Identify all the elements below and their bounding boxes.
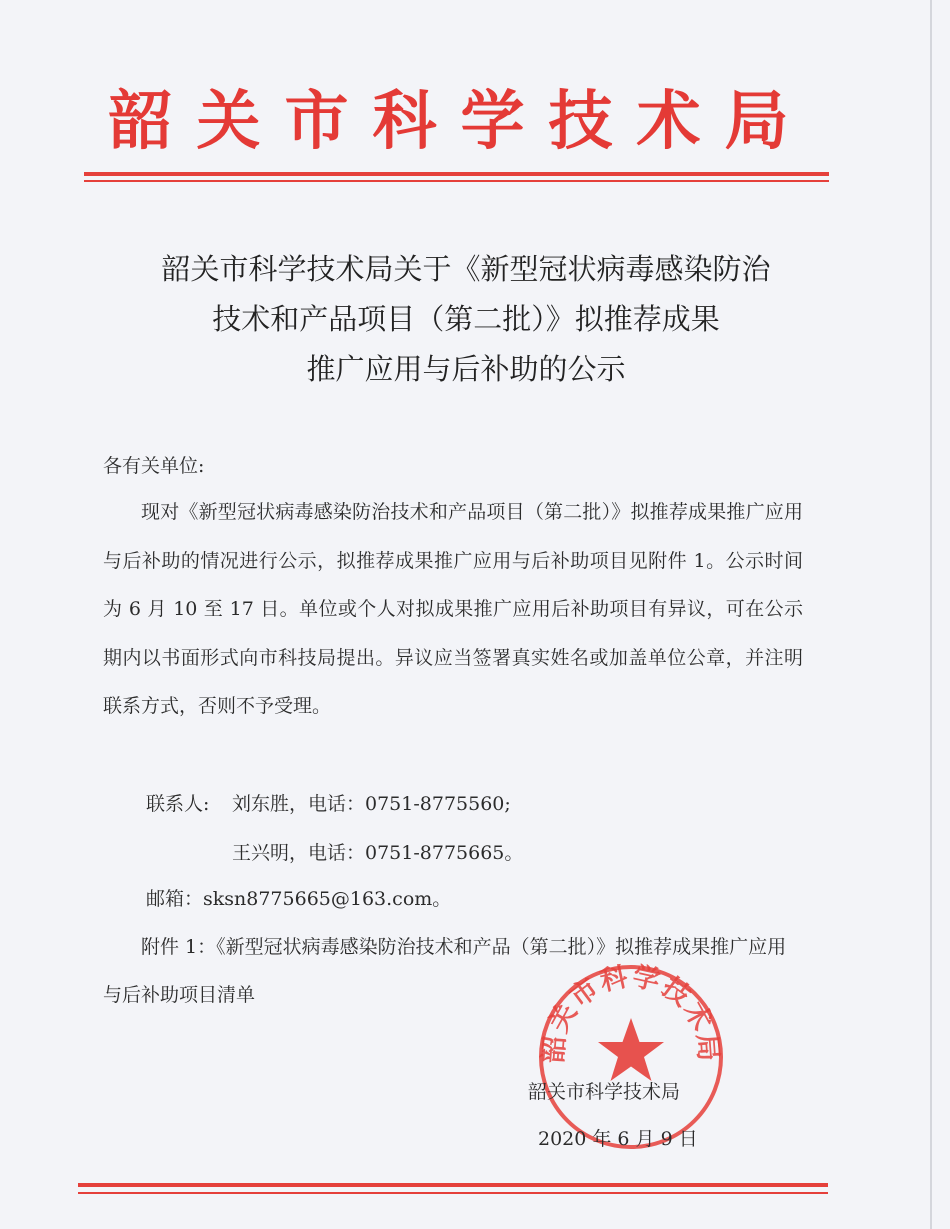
contact-label: 联系人: bbox=[146, 793, 210, 815]
letterhead-title: 韶关市科学技术局 bbox=[108, 84, 813, 159]
main-paragraph: 现对《新型冠状病毒感染防治技术和产品项目（第二批）》拟推荐成果推广应用与后补助的情况进行公示，拟推荐成果推广应用与后补助项目见附件 1。公示时间为 6 月 10 至 17 日。单位或个人对拟成果推广应用后补助项目有异议，可在公示期内以书面形式向市科技局提出。异议应当签署真实姓名或加盖单位公章，并注明联系方式，否则不予受理。 bbox=[103, 501, 803, 717]
page-edge bbox=[930, 0, 932, 1229]
seal-text: 韶关市科学技术局 bbox=[538, 962, 724, 1065]
footer-rule-thin bbox=[78, 1192, 828, 1194]
salutation: 各有关单位: bbox=[103, 455, 205, 477]
seal-star-icon bbox=[598, 1018, 664, 1081]
document-title bbox=[96, 244, 836, 394]
email-line: 邮箱：sksn8775665@163.com。 bbox=[146, 888, 452, 910]
contact-1: 刘东胜，电话：0751-8775560; bbox=[232, 793, 511, 815]
footer-rule-thick bbox=[78, 1183, 828, 1187]
attachment-note: 附件 1：《新型冠状病毒感染防治技术和产品（第二批）》拟推荐成果推广应用与后补助项目清单 bbox=[103, 936, 787, 1006]
signature-date: 2020 年 6 月 9 日 bbox=[538, 1128, 698, 1150]
title-line-3: 推广应用与后补助的公示 bbox=[306, 352, 626, 386]
title-line-1: 韶关市科学技术局关于《新型冠状病毒感染防治 bbox=[161, 252, 771, 286]
signature-org: 韶关市科学技术局 bbox=[528, 1081, 681, 1103]
letterhead-rule-thin bbox=[84, 180, 829, 182]
letterhead-rule-thick bbox=[84, 172, 829, 176]
contact-2: 王兴明，电话：0751-8775665。 bbox=[232, 842, 524, 864]
title-line-2: 技术和产品项目（第二批）》拟推荐成果 bbox=[212, 302, 720, 336]
